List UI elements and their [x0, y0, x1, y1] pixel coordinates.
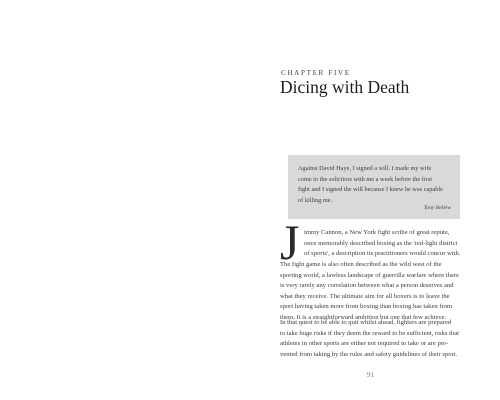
drop-cap: J [280, 214, 300, 270]
epigraph-attribution: Tony Bellew [423, 205, 451, 211]
paragraph-one-continued: The fight game is also often described as the wild west of the sporting world, a lawless landscape of guerrilla warfare where there is very rarely any correlation between what a person deserves and what they receive. The ultimate aim for all boxers is to leave the sport having taken more from boxing than boxing has taken from them. It is a straightforward ambition but one that few achieve. [280, 261, 460, 321]
epigraph-box [288, 155, 460, 219]
chapter-title: Dicing with Death [280, 77, 410, 97]
paragraph-one-indented: immy Cannon, a New York fight scribe of great repute, once memorably described boxing as the 'red-light district of sports', a description its practitioners would concur with. [304, 229, 461, 258]
chapter-label: CHAPTER FIVE [281, 69, 351, 77]
epigraph-text: Against David Haye, I signed a will. I made my wife come to the solicitors with me a week before the first fight and I signed the will because I knew he was capable of killing me. [298, 165, 443, 204]
paragraph-two: In that quest to be able to quit whilst ahead, fighters are prepared to take huge risks if they deem the reward to be sufficient, risks that athletes in other sports are either not required to take or are pre- vented from taking by the rules and safety guidelines of their sport. [280, 319, 459, 358]
page-number: 91 [367, 371, 374, 379]
